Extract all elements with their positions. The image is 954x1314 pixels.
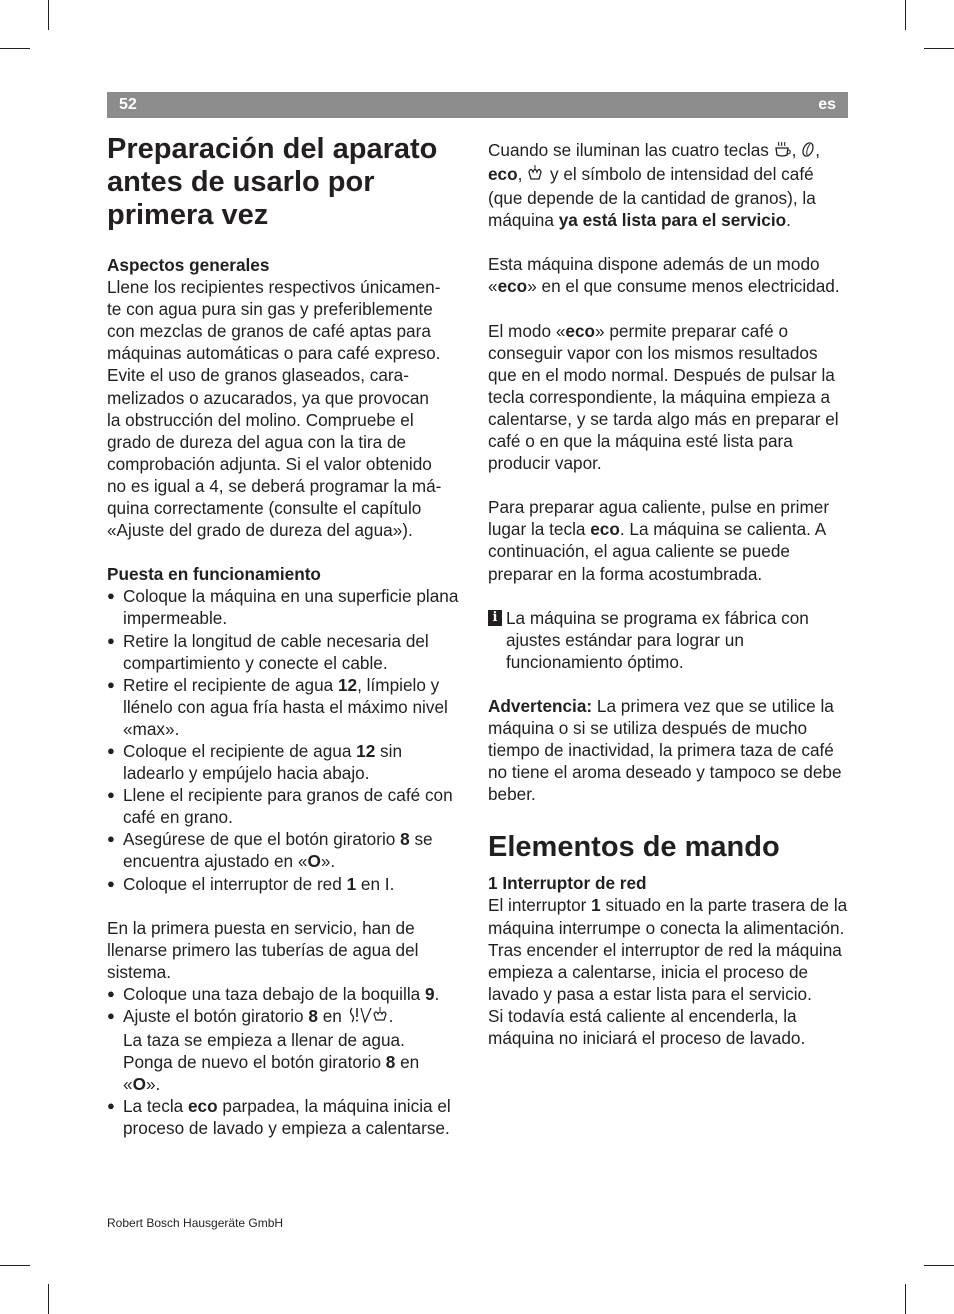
off-symbol: O xyxy=(307,851,321,872)
crop-mark xyxy=(924,48,954,49)
item-text: Ajuste el botón giratorio xyxy=(123,1006,309,1026)
item-text: , límpielo y llénelo con agua fría hasta el máximo nivel «max». xyxy=(123,674,448,739)
part-number: 8 xyxy=(308,1006,318,1026)
control-heading xyxy=(488,872,850,894)
list-item xyxy=(107,784,467,828)
text: y el símbolo de intensidad del café (que depende de la cantidad de granos), la máquina xyxy=(488,164,816,231)
part-number: 8 xyxy=(400,829,410,850)
eco-mode-paragraph xyxy=(488,253,850,297)
text: » en el que consume menos electricidad. xyxy=(527,276,840,297)
ready-status: ya está lista para el servicio xyxy=(558,210,787,231)
crop-mark xyxy=(48,0,49,30)
page-header xyxy=(107,92,848,118)
text: Esta máquina dispone además de un modo « xyxy=(488,254,820,297)
item-text: parpadea, la máquina inicia el proceso de lavado y empieza a calentarse. xyxy=(123,1096,451,1139)
item-text: Retire el recipiente de agua xyxy=(123,674,338,695)
item-text: Coloque la máquina en una superficie plana impermeable. xyxy=(123,586,459,629)
text-line: quina correctamente (consulte el capítulo xyxy=(107,498,422,519)
item-text: Ponga de nuevo el botón giratorio xyxy=(123,1052,386,1073)
eco-label: eco xyxy=(187,1096,218,1117)
cup-icon xyxy=(774,141,792,163)
item-text: en I. xyxy=(356,873,395,894)
item-text-line xyxy=(123,1051,467,1073)
text: , xyxy=(517,164,523,185)
list-item xyxy=(107,740,467,784)
coffee-bean-icon xyxy=(801,141,815,163)
eco-label: eco xyxy=(565,320,596,341)
item-text: La taza se empieza a llenar de agua. xyxy=(123,1030,405,1051)
item-text: . xyxy=(434,983,440,1004)
item-text: Retire la longitud de cable necesaria del compartimiento y conecte el cable. xyxy=(123,630,429,673)
info-icon: i xyxy=(488,610,502,626)
control-name: Interruptor de red xyxy=(502,873,647,894)
list-item xyxy=(107,1005,467,1095)
text-line: Llene los recipientes respectivos únicamen- xyxy=(107,277,441,298)
left-column xyxy=(107,133,467,1140)
text-line: con mezclas de granos de café aptas para xyxy=(107,321,431,342)
startup-heading: Puesta en funcionamiento xyxy=(107,564,321,585)
crop-mark xyxy=(905,1284,906,1314)
steam-icon xyxy=(527,165,545,187)
item-text: ». xyxy=(145,1074,161,1095)
eco-label: eco xyxy=(590,519,620,540)
info-text: La máquina se programa ex fábrica con ajustes estándar para lograr un funcionamiento óptimo. xyxy=(506,607,809,672)
item-text: Llene el recipiente para granos de café con café en grano. xyxy=(123,785,453,828)
item-text-line xyxy=(123,1073,467,1095)
control-paragraph: Tras encender el interruptor de red la máquina empieza a calentarse, inicia el proceso de lavado y pasa a estar lista para el servicio. xyxy=(488,939,842,1004)
item-text: Coloque una taza debajo de la boquilla xyxy=(123,983,425,1004)
hot-water-steam-icon xyxy=(347,1006,389,1029)
text: . La máquina se calienta. A continuación, el agua caliente se puede preparar en la forma acostumbrada. xyxy=(488,519,826,584)
item-text: sin ladearlo y empújelo hacia abajo. xyxy=(123,740,403,784)
text-line: te con agua pura sin gas y preferiblemente xyxy=(107,299,433,320)
item-text: . xyxy=(388,1006,394,1026)
crop-mark xyxy=(924,1265,954,1266)
item-text: en xyxy=(395,1052,420,1073)
control-paragraph: Si todavía está caliente al encenderla, la máquina no iniciará el proceso de lavado. xyxy=(488,1005,806,1048)
general-heading: Aspectos generales xyxy=(107,255,270,275)
first-use-list xyxy=(107,983,467,1140)
part-number: 12 xyxy=(356,740,376,761)
list-item xyxy=(107,873,467,895)
text-line: no es igual a 4, se deberá programar la má- xyxy=(107,475,442,496)
right-column xyxy=(488,139,850,1049)
list-item xyxy=(107,630,467,674)
text-line: Evite el uso de granos glaseados, cara- xyxy=(107,365,409,386)
eco-label: eco xyxy=(488,164,518,185)
item-text: en xyxy=(317,1006,347,1026)
list-item xyxy=(107,983,467,1005)
list-item xyxy=(107,585,467,629)
item-text: ». xyxy=(320,851,336,872)
crop-mark xyxy=(905,0,906,30)
eco-description-paragraph xyxy=(488,320,850,475)
page-number: 52 xyxy=(119,96,137,113)
text-line: la obstrucción del molino. Compruebe el xyxy=(107,409,414,430)
text-line: máquinas automáticas o para café expreso. xyxy=(107,343,441,364)
list-item xyxy=(107,828,467,872)
crop-mark xyxy=(0,1265,30,1266)
ready-paragraph xyxy=(488,139,850,231)
off-symbol: O xyxy=(132,1074,146,1095)
startup-list xyxy=(107,585,467,894)
item-text: La tecla xyxy=(123,1096,188,1117)
part-number: 8 xyxy=(385,1052,396,1073)
text: . xyxy=(786,210,791,231)
first-use-paragraph: En la primera puesta en servicio, han de llenarse primero las tuberías de agua del sistema. xyxy=(107,917,419,982)
text-line: comprobación adjunta. Si el valor obtenido xyxy=(107,453,432,474)
item-text: « xyxy=(123,1074,133,1095)
text: situado en la parte trasera de la máquina interrumpe o conecta la alimentación. xyxy=(488,895,848,938)
section-title: Preparación del aparato antes de usarlo por primera vez xyxy=(107,133,438,231)
text: , xyxy=(815,140,821,160)
text-line: grado de dureza del agua con la tira de xyxy=(107,431,407,452)
text: El modo « xyxy=(488,320,566,341)
warning-text: La primera vez que se utilice la máquina o si se utiliza después de mucho tiempo de inactividad, la primera taza de café no tiene el aroma deseado y tampoco se debe beber. xyxy=(488,695,842,805)
text: Cuando se iluminan las cuatro teclas xyxy=(488,140,774,160)
footer-company: Robert Bosch Hausgeräte GmbH xyxy=(107,1216,284,1230)
text-line: «Ajuste del grado de dureza del agua»). xyxy=(107,520,413,541)
text: » permite preparar café o conseguir vapor con los mismos resultados que en el modo normal. Después de pulsar la tecla correspondiente, la máquina empieza a calentarse, y se tarda algo más en preparar el café o en que la máquina esté lista para producir vapor. xyxy=(488,320,839,474)
part-number: 9 xyxy=(424,983,435,1004)
eco-label: eco xyxy=(497,276,528,297)
item-text: se encuentra ajustado en « xyxy=(123,829,433,872)
list-item xyxy=(107,1095,467,1139)
text-line: melizados o azucarados, ya que provocan xyxy=(107,387,429,408)
text: , xyxy=(791,140,797,160)
item-text: Coloque el interruptor de red xyxy=(123,873,347,894)
item-text: Coloque el recipiente de agua xyxy=(123,740,357,761)
controls-title: Elementos de mando xyxy=(488,831,780,864)
part-number: 1 xyxy=(591,895,601,916)
control-number: 1 xyxy=(488,873,498,894)
info-note xyxy=(488,607,850,673)
part-number: 12 xyxy=(337,674,358,695)
hot-water-paragraph xyxy=(488,496,850,584)
text: El interruptor xyxy=(488,895,592,916)
part-number: 1 xyxy=(346,873,357,894)
crop-mark xyxy=(0,48,30,49)
warning-paragraph xyxy=(488,695,850,805)
warning-label: Advertencia: xyxy=(488,695,593,716)
item-text: Asegúrese de que el botón giratorio xyxy=(123,829,401,850)
list-item xyxy=(107,674,467,740)
language-code: es xyxy=(818,96,836,113)
text: Para preparar agua caliente, pulse en primer lugar la tecla xyxy=(488,497,830,540)
crop-mark xyxy=(48,1284,49,1314)
control-paragraph xyxy=(488,894,850,938)
general-paragraph xyxy=(107,276,467,541)
